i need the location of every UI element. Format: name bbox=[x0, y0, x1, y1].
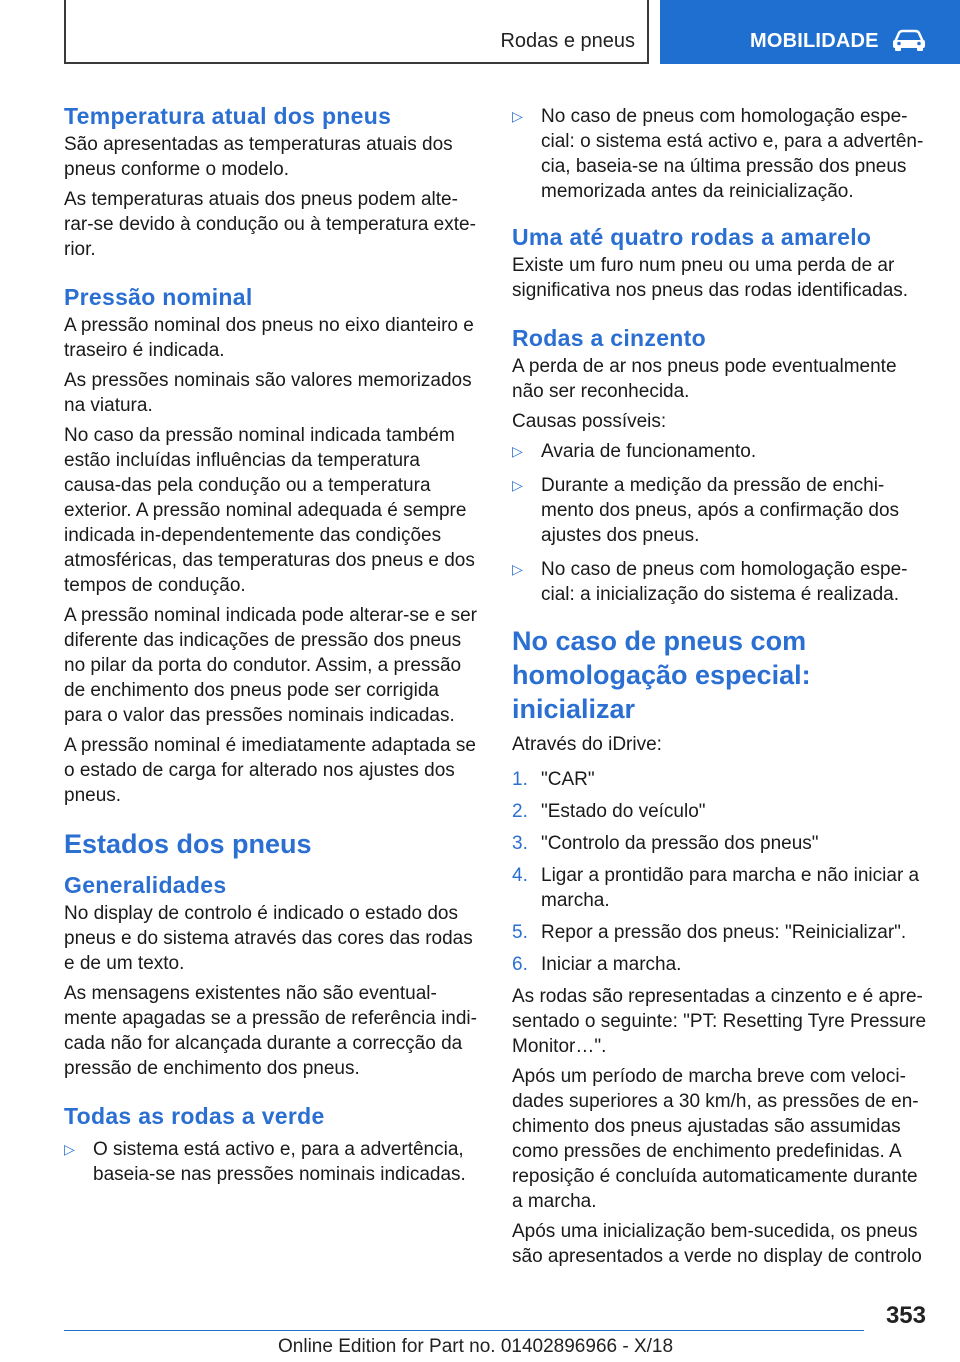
list-item-text: No caso de pneus com homologação espe-cial: o sistema está activo e, para a advertên-cia, baseia-se na última pressão dos pneus memorizada antes da reinicialização. bbox=[541, 106, 924, 202]
triangle-bullet-icon: ▷ bbox=[512, 561, 523, 577]
paragraph: No display de controlo é indicado o estado dos pneus e do sistema através das cores das rodas e de um texto. bbox=[64, 903, 473, 974]
paragraph: Existe um furo num pneu ou uma perda de ar significativa nos pneus das rodas identificadas. bbox=[512, 255, 909, 301]
triangle-bullet-icon: ▷ bbox=[512, 108, 523, 124]
paragraph: As mensagens existentes não são eventual-mente apagadas se a pressão de referência indi-cada não for alcançada durante a correcção da pressão de enchimento dos pneus. bbox=[64, 983, 477, 1079]
triangle-bullet-icon: ▷ bbox=[512, 443, 523, 459]
step-text: "CAR" bbox=[541, 769, 595, 790]
triangle-bullet-icon: ▷ bbox=[64, 1141, 75, 1157]
step-number: 1. bbox=[512, 769, 528, 790]
paragraph: As rodas são representadas a cinzento e é apre-sentado o seguinte: "PT: Resetting Tyre Pressure Monitor…". bbox=[512, 986, 927, 1057]
step-text: "Controlo da pressão dos pneus" bbox=[541, 833, 819, 854]
heading-homologacao-especial bbox=[512, 624, 928, 726]
category-title: MOBILIDADE bbox=[750, 30, 879, 52]
list-item bbox=[512, 473, 928, 548]
heading-amarelo: Uma até quatro rodas a amarelo bbox=[512, 224, 872, 250]
triangle-bullet-icon: ▷ bbox=[512, 477, 523, 493]
step-text: Repor a pressão dos pneus: "Reinicializar". bbox=[541, 922, 907, 943]
step-number: 5. bbox=[512, 922, 528, 943]
heading-line: homologação especial: inicializar bbox=[512, 660, 811, 724]
step-text: Ligar a prontidão para marcha e não iniciar a marcha. bbox=[541, 865, 920, 911]
list-item bbox=[64, 1137, 480, 1187]
list-item-text: Avaria de funcionamento. bbox=[541, 441, 757, 462]
step-item bbox=[512, 767, 928, 792]
paragraph: Através do iDrive: bbox=[512, 734, 662, 755]
paragraph: As temperaturas atuais dos pneus podem alte-rar-se devido à condução ou à temperatura exte-rior. bbox=[64, 189, 476, 260]
step-item bbox=[512, 799, 928, 824]
heading-line: No caso de pneus com bbox=[512, 626, 807, 656]
left-column bbox=[64, 100, 480, 1196]
step-item bbox=[512, 863, 928, 913]
list-item-text: No caso de pneus com homologação espe-cial: a inicialização do sistema é realizada. bbox=[541, 559, 908, 605]
right-column bbox=[512, 100, 928, 1274]
heading-todas-verde: Todas as rodas a verde bbox=[64, 1103, 325, 1129]
paragraph: As pressões nominais são valores memorizados na viatura. bbox=[64, 370, 472, 416]
step-text: Iniciar a marcha. bbox=[541, 954, 682, 975]
step-text: "Estado do veículo" bbox=[541, 801, 706, 822]
heading-pressao-nominal: Pressão nominal bbox=[64, 284, 253, 310]
page-number: 353 bbox=[885, 1302, 926, 1329]
section-tab bbox=[64, 0, 649, 64]
paragraph: Após um período de marcha breve com veloci-dades superiores a 30 km/h, as pressões de en-chimento dos pneus ajustadas são assumidas como pressões de enchimento predefinidas. A reposição é concluída automaticamente durante a marcha. bbox=[512, 1066, 919, 1212]
paragraph: No caso da pressão nominal indicada também estão incluídas influências da temperatura causa-das pela condução ou a temperatura exterior. A pressão nominal adequada é sempre indicada in-dependentemente das condições atmosféricas, das temperaturas dos pneus e dos tempos de condução. bbox=[64, 425, 475, 596]
paragraph: A pressão nominal indicada pode alterar-se e ser diferente das indicações de pressão dos pneus no pilar da porta do condutor. Assim, a pressão de enchimento dos pneus pode ser corrigida para o valor das pressões nominais indicadas. bbox=[64, 605, 477, 726]
paragraph: Causas possíveis: bbox=[512, 411, 667, 432]
footer-divider bbox=[64, 1330, 864, 1331]
page-header bbox=[0, 0, 960, 66]
heading-generalidades: Generalidades bbox=[64, 872, 227, 898]
heading-estados-dos-pneus: Estados dos pneus bbox=[64, 829, 312, 859]
section-title: Rodas e pneus bbox=[500, 30, 635, 52]
list-item bbox=[512, 557, 928, 607]
step-number: 2. bbox=[512, 801, 528, 822]
list-item-text: O sistema está activo e, para a advertência, baseia-se nas pressões nominais indicadas. bbox=[93, 1139, 466, 1185]
category-tab bbox=[660, 0, 960, 64]
step-number: 4. bbox=[512, 865, 528, 886]
step-number: 3. bbox=[512, 833, 528, 854]
car-icon bbox=[892, 28, 926, 52]
step-item bbox=[512, 920, 928, 945]
list-item bbox=[512, 104, 928, 204]
step-item bbox=[512, 831, 928, 856]
paragraph: São apresentadas as temperaturas atuais dos pneus conforme o modelo. bbox=[64, 134, 453, 180]
footer-edition: Online Edition for Part no. 01402896966 - X/18 bbox=[278, 1336, 674, 1357]
heading-cinzento: Rodas a cinzento bbox=[512, 325, 706, 351]
paragraph: A perda de ar nos pneus pode eventualmente não ser reconhecida. bbox=[512, 356, 897, 402]
list-item-text: Durante a medição da pressão de enchi-mento dos pneus, após a confirmação dos ajustes dos pneus. bbox=[541, 475, 900, 546]
paragraph: Após uma inicialização bem-sucedida, os pneus são apresentados a verde no display de controlo bbox=[512, 1221, 922, 1267]
paragraph: A pressão nominal dos pneus no eixo dianteiro e traseiro é indicada. bbox=[64, 315, 474, 361]
heading-temperatura: Temperatura atual dos pneus bbox=[64, 103, 392, 129]
step-number: 6. bbox=[512, 954, 528, 975]
paragraph: A pressão nominal é imediatamente adaptada se o estado de carga for alterado nos ajustes dos pneus. bbox=[64, 735, 476, 806]
step-item bbox=[512, 952, 928, 977]
list-item bbox=[512, 439, 928, 464]
